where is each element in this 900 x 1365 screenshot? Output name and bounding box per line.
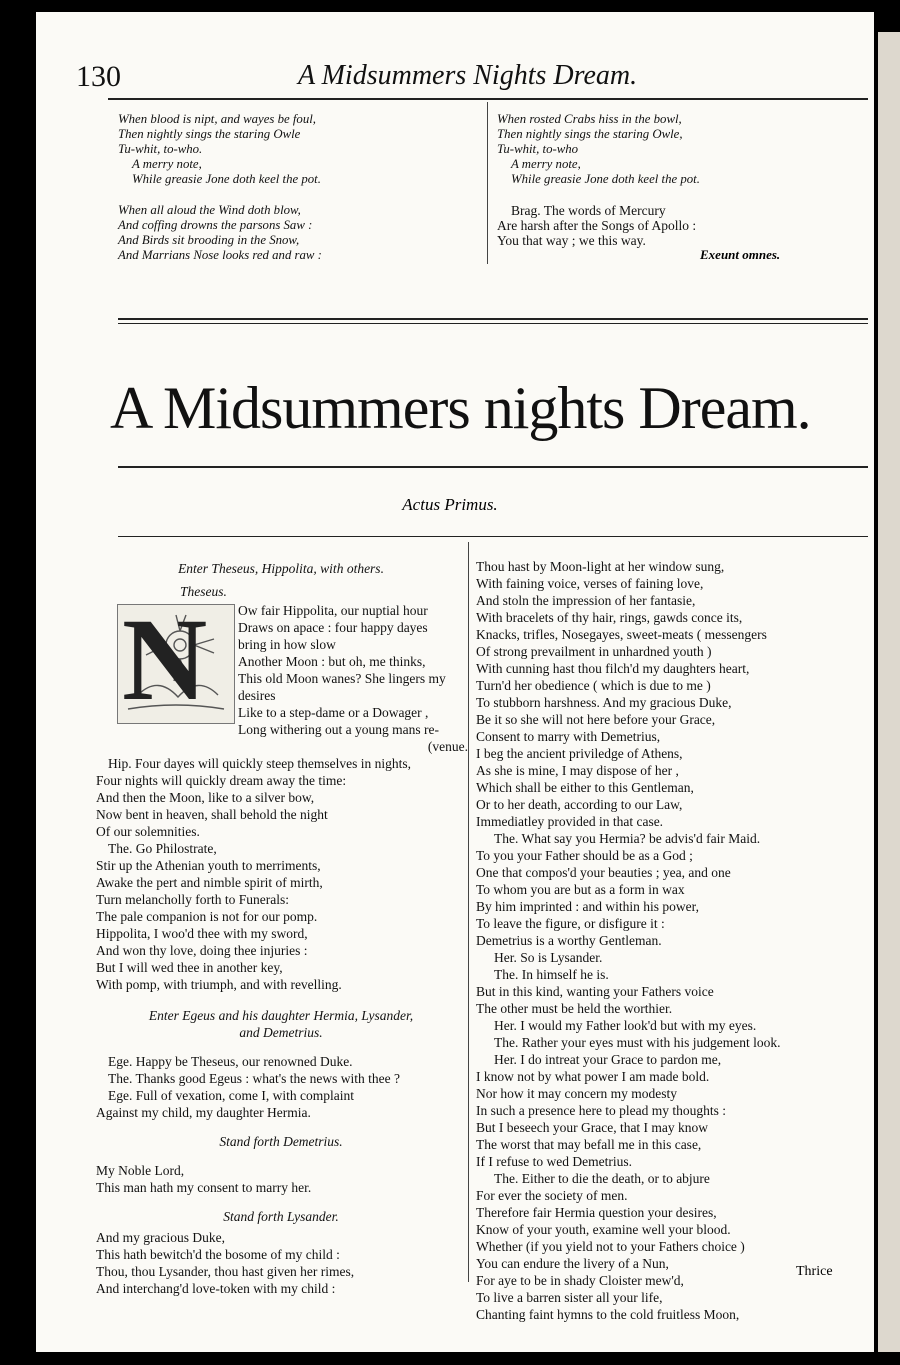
verse-line: Hip. Four dayes will quickly steep themselves in nights, [108, 756, 411, 771]
verse-line: Hippolita, I woo'd thee with my sword, [96, 926, 308, 941]
verse-line: I know not by what power I am made bold. [476, 1069, 710, 1084]
verse-line: The. Thanks good Egeus : what's the news with thee ? [108, 1071, 400, 1086]
verse-line: I beg the ancient priviledge of Athens, [476, 746, 683, 761]
verse-line: With cunning hast thou filch'd my daughters heart, [476, 661, 750, 676]
title-rule-top-thin [118, 323, 868, 324]
page-header [76, 60, 866, 100]
verse-line: Nor how it may concern my modesty [476, 1086, 677, 1101]
verse-line: Immediatley provided in that case. [476, 814, 664, 829]
verse-line: Of our solemnities. [96, 824, 200, 839]
verse-line: Know of your youth, examine well your blood. [476, 1222, 731, 1237]
verse-line: One that compos'd your beauties ; yea, and one [476, 865, 731, 880]
verse-line: desires [238, 688, 276, 703]
verse-line: This hath bewitch'd the bosome of my child : [96, 1247, 340, 1262]
verse-line: In such a presence here to plead my thoughts : [476, 1103, 727, 1118]
verse-line: But I beseech your Grace, that I may know [476, 1120, 709, 1135]
verse-line: To whom you are but as a form in wax [476, 882, 685, 897]
title-rule-bottom [118, 466, 868, 468]
song-column-divider [487, 102, 488, 264]
stage-direction: Stand forth Lysander. [223, 1209, 339, 1224]
song-line: Then nightly sings the staring Owle, [497, 127, 683, 141]
verse-line: (venue. [427, 739, 468, 754]
song-line: Tu-whit, to-who. [118, 142, 203, 156]
running-title: A Midsummers Nights Dream. [298, 60, 638, 91]
stage-direction-entrance: Enter Egeus and his daughter Hermia, Lysander, [148, 1008, 414, 1023]
song-right-stanza [497, 112, 700, 187]
play-title: A Midsummers nights Dream. [110, 375, 811, 441]
verse-line: Her. I do intreat your Grace to pardon me, [494, 1052, 722, 1067]
verse-line: Draws on apace : four happy dayes [238, 620, 428, 635]
verse-line: To live a barren sister all your life, [476, 1290, 663, 1305]
speech-line: You that way ; we this way. [497, 233, 646, 248]
speech-line: Are harsh after the Songs of Apollo : [497, 218, 697, 233]
verse-line: But in this kind, wanting your Fathers voice [476, 984, 714, 999]
verse-line: This old Moon wanes? She lingers my [238, 671, 446, 686]
verse-line: And my gracious Duke, [96, 1230, 225, 1245]
verse-line: The worst that may befall me in this case, [476, 1137, 702, 1152]
verse-line: Another Moon : but oh, me thinks, [238, 654, 426, 669]
verse-line: With faining voice, verses of faining love, [476, 576, 704, 591]
brag-speech [497, 203, 696, 248]
verse-line: But I will wed thee in another key, [96, 960, 283, 975]
stage-direction: Stand forth Demetrius. [219, 1134, 343, 1149]
verse-line: Turn melancholly forth to Funerals: [96, 892, 289, 907]
verse-line: The. What say you Hermia? be advis'd fair Maid. [494, 831, 761, 846]
song-line: A merry note, [511, 157, 581, 171]
verse-line: As she is mine, I may dispose of her , [476, 763, 679, 778]
verse-line: Like to a step-dame or a Dowager , [238, 705, 429, 720]
song-line: While greasie Jone doth keel the pot. [511, 172, 700, 186]
verse-line: To you your Father should be as a God ; [476, 848, 693, 863]
act-heading: Actus Primus. [402, 495, 498, 514]
header-rule [108, 98, 868, 100]
verse-line: To stubborn harshness. And my gracious Duke, [476, 695, 732, 710]
verse-line: And won thy love, doing thee injuries : [96, 943, 308, 958]
verse-line: My Noble Lord, [96, 1163, 185, 1178]
verse-line: Therefore fair Hermia question your desires, [476, 1205, 717, 1220]
song-line: And Birds sit brooding in the Snow, [118, 233, 300, 247]
verse-line: Now bent in heaven, shall behold the night [96, 807, 328, 822]
verse-line: The. Go Philostrate, [108, 841, 217, 856]
song-left-stanza-2 [118, 203, 322, 263]
verse-line: And interchang'd love-token with my child : [96, 1281, 336, 1296]
verse-line: You can endure the livery of a Nun, [476, 1256, 669, 1271]
song-line: When blood is nipt, and wayes be foul, [118, 112, 316, 126]
song-line: While greasie Jone doth keel the pot. [132, 172, 321, 186]
verse-line: Demetrius is a worthy Gentleman. [476, 933, 662, 948]
verse-line: Or to her death, according to our Law, [476, 797, 683, 812]
verse-line: bring in how slow [238, 637, 336, 652]
verse-line: For ever the society of men. [476, 1188, 628, 1203]
song-line: A merry note, [132, 157, 202, 171]
song-line: And coffing drowns the parsons Saw : [118, 218, 313, 232]
left-column-continued [96, 755, 466, 1297]
verse-line: With pomp, with triumph, and with revelling. [96, 977, 342, 992]
stage-direction-entrance: Enter Theseus, Hippolita, with others. [178, 561, 384, 576]
verse-line: And stoln the impression of her fantasie, [476, 593, 696, 608]
verse-line: Against my child, my daughter Hermia. [96, 1105, 311, 1120]
verse-line: Whether (if you yield not to your Fathers choice ) [476, 1239, 745, 1254]
verse-line: Her. I would my Father look'd but with my eyes. [494, 1018, 757, 1033]
song-line: When rosted Crabs hiss in the bowl, [497, 112, 682, 126]
drop-cap-letter: N [122, 594, 208, 725]
verse-line: The pale companion is not for our pomp. [96, 909, 318, 924]
page-number: 130 [76, 60, 121, 93]
verse-line: Thou hast by Moon-light at her window sung, [476, 559, 725, 574]
verse-line: Which shall be either to this Gentleman, [476, 780, 694, 795]
verse-line: Ege. Full of vexation, come I, with complaint [108, 1088, 354, 1103]
verse-line: Turn'd her obedience ( which is due to me ) [476, 678, 711, 693]
verse-line: The. In himself he is. [494, 967, 609, 982]
verse-line: Be it so she will not here before your Grace, [476, 712, 716, 727]
stage-direction-exeunt: Exeunt omnes. [700, 247, 781, 262]
verse-line: The. Rather your eyes must with his judgement look. [494, 1035, 781, 1050]
verse-line: Awake the pert and nimble spirit of mirth, [96, 875, 323, 890]
verse-line: And then the Moon, like to a silver bow, [96, 790, 315, 805]
catchword: Thrice [796, 1264, 833, 1279]
stage-direction-entrance: and Demetrius. [239, 1025, 323, 1040]
verse-line: Long withering out a young mans re- [238, 722, 439, 737]
verse-line: With bracelets of thy hair, rings, gawds conce its, [476, 610, 743, 625]
right-column [476, 558, 851, 1323]
song-line: Then nightly sings the staring Owle [118, 127, 301, 141]
verse-line: By him imprinted : and within his power, [476, 899, 699, 914]
speaker-theseus: Theseus. [180, 584, 227, 599]
title-rule-top [118, 318, 868, 320]
verse-line: Ege. Happy be Theseus, our renowned Duke. [108, 1054, 353, 1069]
verse-line: Chanting faint hymns to the cold fruitless Moon, [476, 1307, 740, 1322]
verse-line: The other must be held the worthier. [476, 1001, 673, 1016]
verse-line: This man hath my consent to marry her. [96, 1180, 312, 1195]
drop-cap-ornament [117, 594, 235, 725]
verse-line: The. Either to die the death, or to abjure [494, 1171, 710, 1186]
song-line: Tu-whit, to-who [497, 142, 579, 156]
drop-cap-lines [238, 602, 468, 755]
song-line: And Marrians Nose looks red and raw : [118, 248, 322, 262]
song-left-stanza-1 [118, 112, 321, 187]
verse-line: Ow fair Hippolita, our nuptial hour [238, 603, 428, 618]
page-edge [878, 32, 900, 1352]
verse-line: Stir up the Athenian youth to merriments, [96, 858, 321, 873]
song-line: When all aloud the Wind doth blow, [118, 203, 301, 217]
verse-line: Four nights will quickly dream away the time: [96, 773, 347, 788]
verse-line: To leave the figure, or disfigure it : [476, 916, 665, 931]
verse-line: Of strong prevailment in unhardned youth ) [476, 644, 712, 659]
verse-line: For aye to be in shady Cloister mew'd, [476, 1273, 684, 1288]
column-divider [468, 542, 469, 1282]
verse-line: If I refuse to wed Demetrius. [476, 1154, 632, 1169]
act-rule [118, 536, 868, 537]
speech-line: Brag. The words of Mercury [511, 203, 666, 218]
verse-line: Consent to marry with Demetrius, [476, 729, 661, 744]
verse-line: Thou, thou Lysander, thou hast given her rimes, [96, 1264, 355, 1279]
verse-line: Her. So is Lysander. [494, 950, 603, 965]
verse-line: Knacks, trifles, Nosegayes, sweet-meats ( messengers [476, 627, 767, 642]
